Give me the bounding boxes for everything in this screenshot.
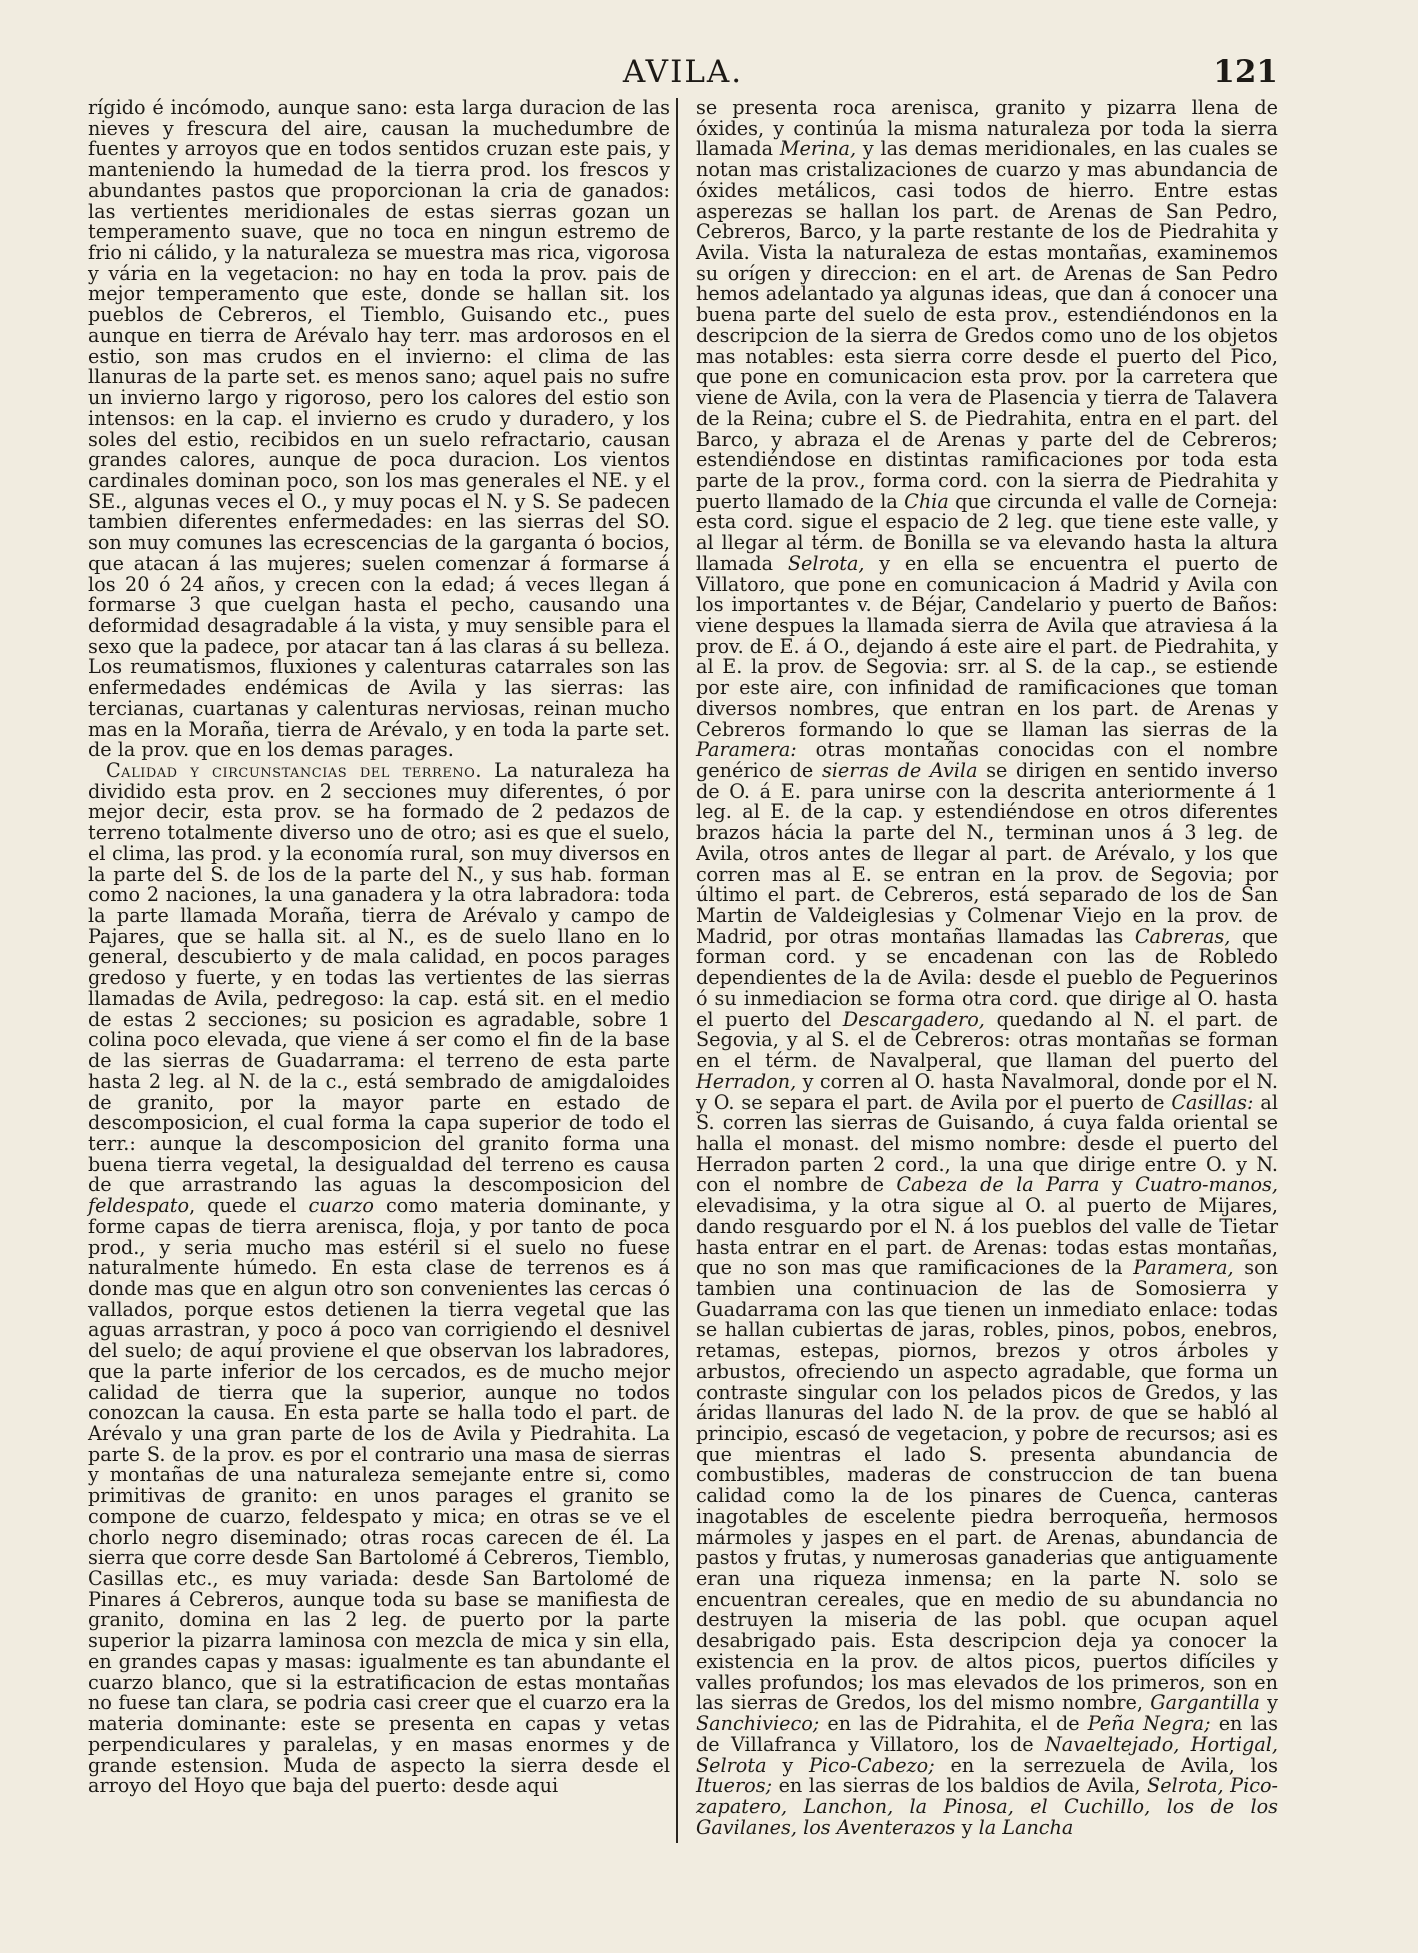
- italic-term: la Lancha: [978, 1815, 1074, 1839]
- page-number: 121: [1213, 54, 1278, 90]
- italic-term: Cabreras,: [1134, 924, 1231, 948]
- italic-term: Cuatro-manos,: [1135, 1173, 1278, 1197]
- text-run: quedando al N. el part. de Segovia, y al S. el de Cebreros: otras montañas se forman en el térm. de Navalperal, que llaman del puerto del: [696, 1007, 1278, 1073]
- italic-term: sierras de Avila: [821, 759, 978, 782]
- right-paragraph: [696, 98, 1278, 1838]
- text-run: se presenta roca arenisca, granito y pizarra llena de óxides, y continúa la misma naturaleza por toda la sierra llamada: [696, 96, 1278, 161]
- text-run: y: [1267, 1691, 1278, 1715]
- text-run: y: [1111, 1173, 1123, 1197]
- text-run: en la serrezuela de Avila, los: [950, 1753, 1278, 1777]
- italic-term: Gargantilla: [1150, 1691, 1260, 1715]
- left-paragraph-1: rígido é incómodo, aunque sano: esta larga duracion de las nieves y frescura del aire, causan la muchedumbre de fuentes y arroyos que en todos sentidos cruzan este pais, y manteniendo la humedad de la tierra prod. los frescos y abundantes pastos que proporcionan la cria de ganados: las vertientes meridionales de estas sierras gozan un temperamento suave, que no toca en ningun estremo de frio ni cálido, y la naturaleza se muestra mas rica, vigorosa y vária en la vegetacion: no hay en toda la prov. pais de mejor temperamento que este, donde se hallan sit. los pueblos de Cebreros, el Tiemblo, Guisando etc., pues aunque en tierra de Arévalo hay terr. mas ardorosos en el estio, son mas crudos en el invierno: el clima de las llanuras de la parte set. es menos sano; aquel pais no sufre un invierno largo y rigoroso, pero los calores del estio son intensos: en la cap. el invierno es crudo y duradero, y los soles del estio, recibidos en un suelo refractario, causan grandes calores, aunque de poca duracion. Los vientos cardinales dominan poco, son los mas generales el NE. y el SE., algunas veces el O., y muy pocas el N. y S. Se padecen tambien diferentes enfermedades: en las sierras del SO. son muy comunes las ecrescencias de la garganta ó bocios, que atacan á las mujeres; suelen comenzar á formarse á los 20 ó 24 años, y crecen con la edad; á veces llegan á formarse 3 que cuelgan hasta el pecho, causando una deformidad desagradable á la vista, y muy sensible para el sexo que la padece, por atacar tan á las claras á su belleza. Los reumatismos, fluxiones y calenturas catarrales son las enfermedades endémicas de Avila y las sierras: las tercianas, cuartanas y calenturas nerviosas, reinan mucho mas en la Moraña, tierra de Arévalo, y en toda la parte set. de la prov. que en los demas parages.: [88, 96, 670, 762]
- running-head: [88, 54, 1278, 98]
- italic-term: Paramera:: [696, 738, 797, 762]
- italic-term: Casillas:: [1171, 1090, 1254, 1114]
- text-run: se dirigen en sentido inverso de O. á E. para unirse con la descrita anteriormente á 1 leg. al E. de la cap. y estendiéndose en otros diferentes brazos hácia la parte del N., terminan unos á 3 leg. de Avila, otros antes de llegar al part. de Arévalo, y los que corren mas al E. se entran en la prov. de Segovia; por último el part. de Cebreros, está separado de los de San Martin de Valdeiglesias y Colmenar Viejo en la prov. de Madrid, por otras montañas llamadas las: [696, 759, 1278, 948]
- italic-term: Selrota,: [787, 551, 865, 575]
- text-run: elevadisima, y la otra sigue al O. al puerto de Mijares, dando resguardo por el N. á los pueblos del valle de Tietar hasta entrar en el part. de Arenas: todas estas montañas, que no son mas que ramificaciones de la: [696, 1194, 1278, 1280]
- text-run: en las de Villafranca y Villatoro, los de: [696, 1712, 1278, 1756]
- text-run: que circunda el valle de Corneja: esta cord. sigue el espacio de 2 leg. que tiene este valle, y al llegar al térm. de Bonilla se va elevando hasta la altura llamada: [696, 489, 1278, 575]
- right-column: [696, 98, 1278, 1838]
- italic-term: Sanchivieco;: [696, 1712, 820, 1736]
- column-divider: [676, 98, 678, 1843]
- text-run: al S. corren las sierras de Guisando, á cuya falda oriental se halla el monast. del mismo nombre: desde el puerto del Herradon parten 2 cord., la una que dirige entre O. y N. con el nombre de: [696, 1090, 1278, 1197]
- italic-term: Pico-Cabezo;: [808, 1753, 935, 1777]
- text-run: , quede el: [189, 1194, 297, 1218]
- running-title: AVILA.: [622, 54, 744, 90]
- text-run: en las sierras de los baldios de Avila,: [778, 1774, 1141, 1798]
- italic-term: Chia: [904, 489, 949, 513]
- text-run: y corren al O. hasta Navalmoral, donde por el N. y O. se separa el part. de Avila por el puerto de: [696, 1069, 1278, 1114]
- text-run: y en ella se encuentra el puerto de Villatoro, que pone en comunicacion á Madrid y Avila con los importantes v. de Béjar, Candelario y puerto de Baños: viene despues la llamada sierra de Avila que atraviesa á la prov. de E. á O., dejando á este aire el part. de Piedrahita, y al E. la prov. de Segovia: srr. al S. de la cap., se estiende por este aire, con infinidad de ramificaciones que toman diversos nombres, que entran en los part. de Arenas y Cebreros formando lo que se llaman las sierras de la: [696, 551, 1278, 741]
- italic-term: feldespato: [88, 1194, 190, 1218]
- italic-term: Herradon,: [696, 1069, 797, 1093]
- italic-term: cuarzo: [308, 1194, 374, 1218]
- left-paragraph-2: [88, 761, 670, 1797]
- text-run: son tambien una continuacion de las de Somosierra y Guadarrama con las que tienen un inmediato enlace: todas se hallan cubiertas de jaras, robles, pinos, pobos, enebros, retamas, estepas, piornos, brezos y otros árboles y arbustos, ofreciendo un aspecto agradable, que forma un contraste singular con los pelados picos de Gredos, y las áridas llanuras del lado N. de la prov. de que se habló al principio, escasó de vegetacion, y pobre de recursos; asi es que mientras el lado S. presenta abundancia de combustibles, maderas de construccion de tan buena calidad como la de los pinares de Cuenca, canteras inagotables de escelente piedra berroqueña, hermosos mármoles y jaspes en el part. de Arenas, abundancia de pastos y frutas, y numerosas ganaderias que antiguamente eran una riqueza inmensa; en la parte N. solo se encuentran cereales, que en medio de su abundancia no destruyen la miseria de las pobl. que ocupan aquel desabrigado pais. Esta descripcion deja ya conocer la existencia en la prov. de altos picos, puertos difíciles y valles profundos; los mas elevados de los primeros, son en las sierras de Gredos, los del mismo nombre,: [696, 1256, 1278, 1715]
- italic-term: Merina,: [779, 137, 857, 161]
- text-run: que forman cord. y se encadenan con las de Robledo dependientes de la de Avila: desde el pueblo de Peguerinos ó su inmediacion se forma otra cord. que dirige al O. hasta el puerto del: [696, 924, 1278, 1031]
- text-run: como materia dominante, y forme capas de tierra arenisca, floja, y por tanto de poca prod., y seria mucho mas estéril si el suelo no fuese naturalmente húmedo. En esta clase de terrenos es á donde mas que en algun otro son convenientes las cercas ó vallados, porque estos detienen la tierra vegetal que las aguas arrastran, y poco á poco van corrigiendo el desnivel del suelo; de aquí proviene el que observan los labradores, que la parte inferior de los cercados, es de mucho mejor calidad de tierra que la superior, aunque no todos conozcan la causa. En esta parte se halla todo el part. de Arévalo y una gran parte de los de Avila y Piedrahita. La parte S. de la prov. es por el contrario una masa de sierras y montañas de una naturaleza semejante entre si, como primitivas de granito: en unos parages el granito se compone de cuarzo, feldespato y mica; en otras se ve el chorlo negro diseminado; otras rocas carecen de él. La sierra que corre desde San Bartolomé á Cebreros, Tiemblo, Casillas etc., es muy variada: desde San Bartolomé de Pinares á Cebreros, aunque toda su base se manifiesta de granito, domina en las 2 leg. de puerto por la parte superior la pizarra laminosa con mezcla de mica y sin ella, en grandes capas y masas: igualmente es tan abundante el cuarzo blanco, que si la estratificacion de estas montañas no fuese tan clara, se podria casi creer que el cuarzo era la materia dominante: este se presenta en capas y vetas perpendiculares y paralelas, y en masas enormes y de grande estension. Muda de aspecto la sierra desde el arroyo del Hoyo que baja del puerto: desde aqui: [88, 1194, 670, 1798]
- italic-term: Descargadero,: [842, 1007, 985, 1031]
- text-run: y: [782, 1753, 794, 1777]
- italic-term: Navaeltejado, Hortigal, Selrota: [696, 1732, 1278, 1777]
- section-heading: Calidad y circunstancias del terreno.: [106, 759, 482, 782]
- italic-term: Itueros;: [696, 1774, 773, 1798]
- text-run: y: [961, 1815, 973, 1839]
- italic-term: Paramera,: [1133, 1256, 1234, 1280]
- text-run: otras montañas conocidas con el nombre genérico de: [696, 738, 1278, 782]
- italic-term: Peña Negra;: [1087, 1712, 1211, 1736]
- text-run: y las demas meridionales, en las cuales se notan mas cristalizaciones de cuarzo y mas abundancia de óxides metálicos, casi todos de hierro. Entre estas asperezas se hallan los part. de Arenas de San Pedro, Cebreros, Barco, y la parte restante de los de Piedrahita y Avila. Vista la naturaleza de estas montañas, examinemos su orígen y direccion: en el art. de Arenas de San Pedro hemos adelantado ya algunas ideas, que dan á conocer una buena parte del suelo de esta prov., estendiéndonos en la descripcion de la sierra de Gredos como uno de los objetos mas notables: esta sierra corre desde el puerto del Pico, que pone en comunicacion esta prov. por la carretera que viene de Avila, con la vera de Plasencia y tierra de Talavera de la Reina; cubre el S. de Piedrahita, entra en el part. del Barco, y abraza el de Arenas y parte del de Cebreros; estendiéndose en distintas ramificaciones por toda esta parte de la prov., forma cord. con la sierra de Piedrahita y puerto llamado de la: [696, 137, 1278, 513]
- italic-term: Selrota, Pico-zapatero, Lanchon, la Pinosa, el Cuchillo, los de los Gavilanes, los Aventerazos: [696, 1774, 1279, 1839]
- text-run: La naturaleza ha dividido esta prov. en 2 secciones muy diferentes, ó por mejor decir, esta prov. se ha formado de 2 pedazos de terreno totalmente diverso uno de otro; asi es que el suelo, el clima, las prod. y la economía rural, son muy diversos en la parte del S. de los de la parte del N., y sus hab. forman como 2 naciones, la una ganadera y la otra labradora: toda la parte llamada Moraña, tierra de Arévalo y campo de Pajares, que se halla sit. al N., es de suelo llano en lo general, descubierto y de mala calidad, en pocos parages gredoso y fuerte, y en todas las vertientes de las sierras llamadas de Avila, pedregoso: la cap. está sit. en el medio de estas 2 secciones; su posicion es agradable, sobre 1 colina poco elevada, que viene á ser como el fin de la base de las sierras de Guadarrama: el terreno de esta parte hasta 2 leg. al N. de la c., está sembrado de amigdaloides de granito, por la mayor parte en estado de descomposicion, el cual forma la capa superior de todo el terr.: aunque la descomposicion del granito forma una buena tierra vegetal, la desigualdad del terreno es causa de que arrastrando las aguas la descomposicion del: [88, 759, 670, 1197]
- text-run: en las de Pidrahita, el de: [827, 1712, 1080, 1736]
- italic-term: Cabeza de la Parra: [896, 1173, 1100, 1197]
- left-column: [88, 98, 670, 1797]
